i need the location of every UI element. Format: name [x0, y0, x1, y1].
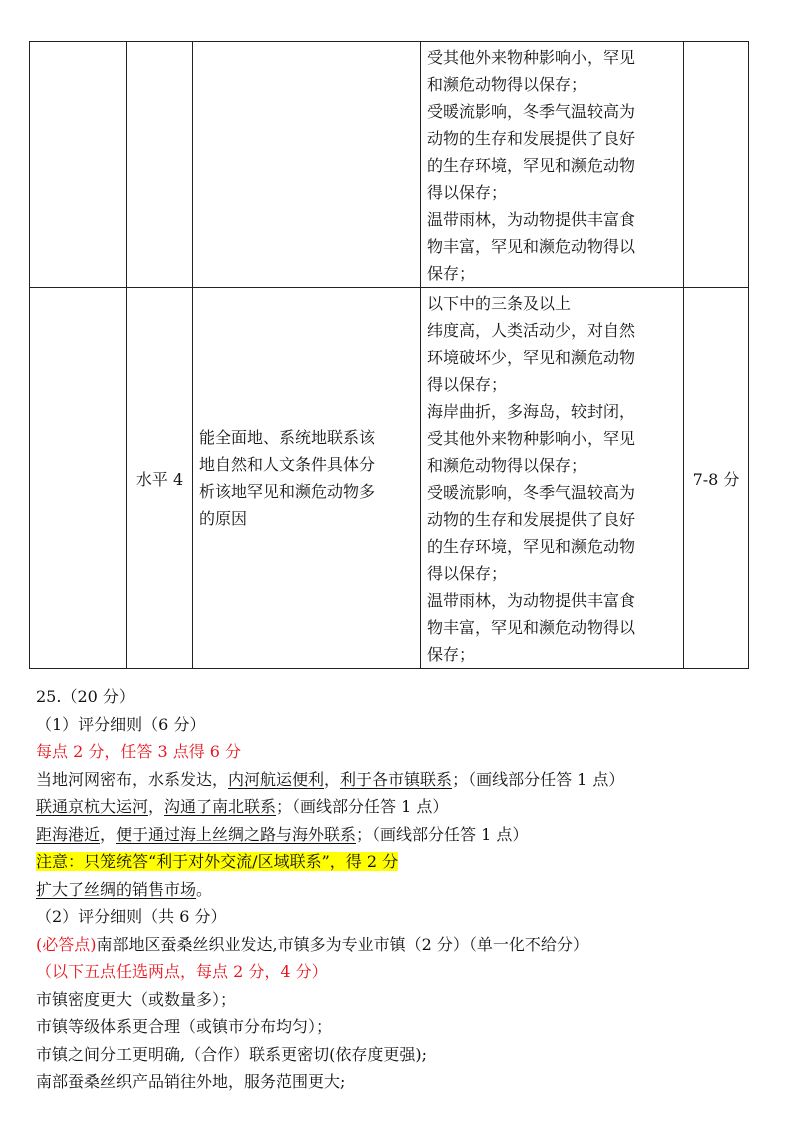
- cell-line: 温带雨林，为动物提供丰富食: [427, 591, 636, 610]
- cell-line: 的原因: [199, 509, 248, 528]
- part2-item: 市镇等级体系更合理（或镇市分布均匀）；: [36, 1017, 333, 1036]
- cell-line: 的生存环境，罕见和濒危动物: [427, 156, 636, 175]
- underlined-text: 便于通过海上丝绸之路与海外联系: [116, 824, 357, 844]
- cell-line: 海岸曲折，多海岛，较封闭，: [427, 402, 636, 421]
- cell-line: 物丰富，罕见和濒危动物得以: [427, 237, 636, 256]
- rubric-table: [29, 41, 749, 669]
- cell-line: 受暖流影响，冬季气温较高为: [427, 102, 636, 121]
- part2-title: （2）评分细则（共 6 分）: [36, 907, 227, 926]
- part2-item: 南部蚕桑丝织产品销往外地，服务范围更大;: [36, 1072, 346, 1091]
- score-cell: [684, 42, 749, 288]
- text: ；（画线部分任答 1 点）: [276, 797, 449, 816]
- question-heading: 25.（20 分）: [36, 687, 135, 706]
- question-25-answer: [36, 683, 624, 1096]
- level-cell: [127, 42, 193, 288]
- cell-line: 析该地罕见和濒危动物多: [199, 482, 376, 501]
- points-list: [421, 288, 683, 668]
- cell-line: 保存；: [427, 645, 476, 664]
- highlighted-note: 注意：只笼统答“利于对外交流/区域联系”，得 2 分: [36, 852, 399, 871]
- part1-note: [36, 848, 624, 876]
- text: ，: [148, 797, 165, 816]
- category-cell: [30, 288, 127, 669]
- cell-line: 能全面地、系统地联系该: [199, 428, 376, 447]
- description-cell: [193, 42, 421, 288]
- cell-line: 得以保存；: [427, 564, 508, 583]
- cell-line: 受其他外来物种影响小，罕见: [427, 429, 636, 448]
- text: ，: [324, 769, 341, 789]
- part1-scoring-rule: 每点 2 分，任答 3 点得 6 分: [36, 742, 242, 761]
- underlined-text: 沟通了南北联系: [164, 797, 277, 816]
- cell-line: 受其他外来物种影响小，罕见: [427, 48, 636, 67]
- cell-line: 温带雨林，为动物提供丰富食: [427, 210, 636, 229]
- underlined-text: 距海港近: [36, 824, 101, 844]
- description-cell: [193, 288, 421, 669]
- category-cell: [30, 42, 127, 288]
- part2-choose-rule: （以下五点任选两点，每点 2 分，4 分）: [36, 962, 328, 981]
- cell-line: 动物的生存和发展提供了良好: [427, 510, 636, 529]
- level-cell: 水平 4: [127, 288, 193, 669]
- cell-line: 保存；: [427, 264, 476, 283]
- cell-line: 物丰富，罕见和濒危动物得以: [427, 618, 636, 637]
- underlined-text: 联通京杭大运河: [36, 797, 149, 816]
- cell-line: 和濒危动物得以保存；: [427, 456, 588, 475]
- cell-line: 的生存环境，罕见和濒危动物: [427, 537, 636, 556]
- table-row: [30, 42, 749, 288]
- underlined-text: 内河航运便利: [228, 769, 325, 789]
- part1-point-1: [36, 766, 624, 794]
- text: ，: [100, 824, 117, 844]
- part1-point-4: [36, 876, 624, 904]
- cell-line: 动物的生存和发展提供了良好: [427, 129, 636, 148]
- part1-point-3: [36, 821, 624, 849]
- cell-line: 环境破坏少，罕见和濒危动物: [427, 348, 636, 367]
- points-cell: [421, 288, 684, 669]
- text: ；（画线部分任答 1 点）: [356, 824, 529, 844]
- cell-line: 纬度高，人类活动少，对自然: [427, 321, 636, 340]
- required-tag: (必答点): [36, 934, 97, 954]
- text: ；（画线部分任答 1 点）: [452, 769, 625, 789]
- cell-line: 受暖流影响，冬季气温较高为: [427, 483, 636, 502]
- cell-line: 和濒危动物得以保存；: [427, 75, 588, 94]
- points-cell: [421, 42, 684, 288]
- description-text: [193, 424, 420, 532]
- part2-item: 市镇之间分工更明确,（合作）联系更密切(依存度更强);: [36, 1044, 427, 1064]
- score-cell: 7-8 分: [684, 288, 749, 669]
- text: 当地河网密布，水系发达，: [36, 769, 229, 789]
- cell-line: 以下中的三条及以上: [427, 294, 572, 313]
- part2-required-point: [36, 931, 624, 959]
- text: 。: [196, 879, 213, 899]
- part2-item: 市镇密度更大（或数量多）；: [36, 989, 237, 1009]
- underlined-text: 扩大了丝绸的销售市场: [36, 879, 197, 899]
- cell-line: 得以保存；: [427, 375, 508, 394]
- part1-point-2: [36, 793, 624, 821]
- table-row: [30, 288, 749, 669]
- text: 南部地区蚕桑丝织业发达,市镇多为专业市镇（2 分）（单一化不给分）: [96, 934, 589, 954]
- underlined-text: 利于各市镇联系: [340, 769, 453, 789]
- part1-title: （1）评分细则（6 分）: [36, 714, 206, 734]
- cell-line: 得以保存；: [427, 183, 508, 202]
- points-list: [421, 42, 683, 287]
- cell-line: 地自然和人文条件具体分: [199, 455, 376, 474]
